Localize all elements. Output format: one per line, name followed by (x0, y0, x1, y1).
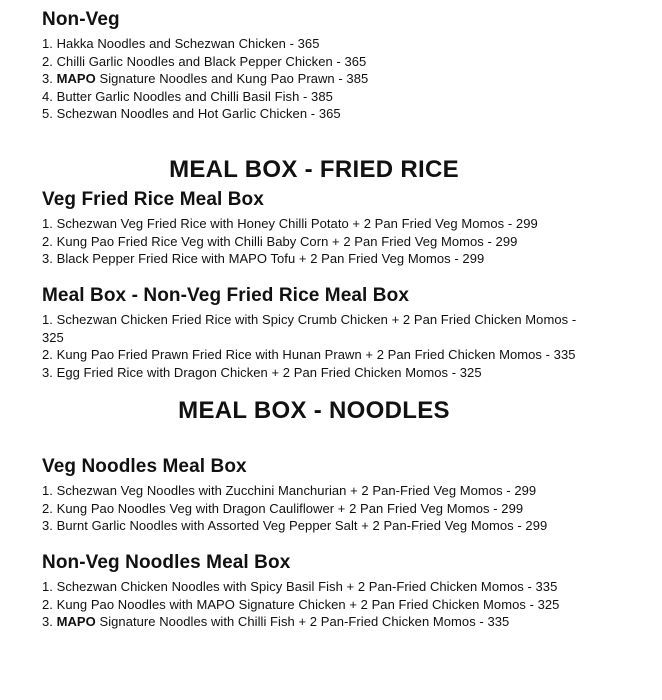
item-number: 3. (42, 614, 57, 630)
section-title: Non-Veg (42, 9, 120, 30)
nonveg-noodles-section (42, 551, 642, 631)
fried-rice-heading: MEAL BOX - FRIED RICE (169, 156, 459, 183)
veg-noodles-section (42, 455, 642, 535)
menu-item (42, 613, 642, 631)
item-number: 3. (42, 71, 57, 87)
section-title: Veg Noodles Meal Box (42, 456, 247, 477)
nonveg-fried-rice-section (42, 284, 642, 381)
menu-item: 1. Hakka Noodles and Schezwan Chicken - 365 (42, 36, 320, 51)
menu-item: 3. Egg Fried Rice with Dragon Chicken + 2 Pan Fried Chicken Momos - 325 (42, 364, 482, 380)
menu-item: 3. Burnt Garlic Noodles with Assorted Veg Pepper Salt + 2 Pan-Fried Veg Momos - 299 (42, 518, 548, 534)
section-title: Meal Box - Non-Veg Fried Rice Meal Box (42, 285, 409, 306)
menu-item: 2. Chilli Garlic Noodles and Black Pepper Chicken - 365 (42, 53, 367, 69)
brand-name: MAPO (56, 71, 96, 87)
menu-item: 1. Schezwan Chicken Noodles with Spicy Basil Fish + 2 Pan-Fried Chicken Momos - 335 (42, 579, 558, 594)
menu-item: 4. Butter Garlic Noodles and Chilli Basil Fish - 385 (42, 88, 333, 104)
menu-item: 1. Schezwan Veg Noodles with Zucchini Manchurian + 2 Pan-Fried Veg Momos - 299 (42, 483, 537, 498)
menu-item-continued: 325 (42, 329, 64, 345)
item-text: Signature Noodles and Kung Pao Prawn - 385 (95, 71, 369, 87)
menu-item: 1. Schezwan Veg Fried Rice with Honey Chilli Potato + 2 Pan Fried Veg Momos - 299 (42, 216, 538, 231)
menu-item: 2. Kung Pao Noodles Veg with Dragon Cauliflower + 2 Pan Fried Veg Momos - 299 (42, 500, 524, 516)
section-title: Non-Veg Noodles Meal Box (42, 552, 291, 573)
menu-item: 1. Schezwan Chicken Fried Rice with Spicy Crumb Chicken + 2 Pan Fried Chicken Momos - (42, 312, 577, 327)
menu-item: 3. Black Pepper Fried Rice with MAPO Tofu + 2 Pan Fried Veg Momos - 299 (42, 251, 485, 267)
menu-item: 5. Schezwan Noodles and Hot Garlic Chicken - 365 (42, 106, 341, 122)
menu-item: 2. Kung Pao Fried Prawn Fried Rice with Hunan Prawn + 2 Pan Fried Chicken Momos - 335 (42, 347, 576, 363)
brand-name: MAPO (56, 614, 96, 630)
menu-item: 2. Kung Pao Fried Rice Veg with Chilli Baby Corn + 2 Pan Fried Veg Momos - 299 (42, 233, 518, 249)
noodles-heading: MEAL BOX - NOODLES (178, 397, 450, 424)
nonveg-section (42, 8, 642, 123)
veg-fried-rice-section (42, 188, 642, 268)
menu-item: 2. Kung Pao Noodles with MAPO Signature Chicken + 2 Pan Fried Chicken Momos - 325 (42, 596, 560, 612)
section-title: Veg Fried Rice Meal Box (42, 189, 264, 210)
menu-item (42, 70, 642, 88)
item-text: Signature Noodles with Chilli Fish + 2 Pan-Fried Chicken Momos - 335 (95, 614, 510, 630)
